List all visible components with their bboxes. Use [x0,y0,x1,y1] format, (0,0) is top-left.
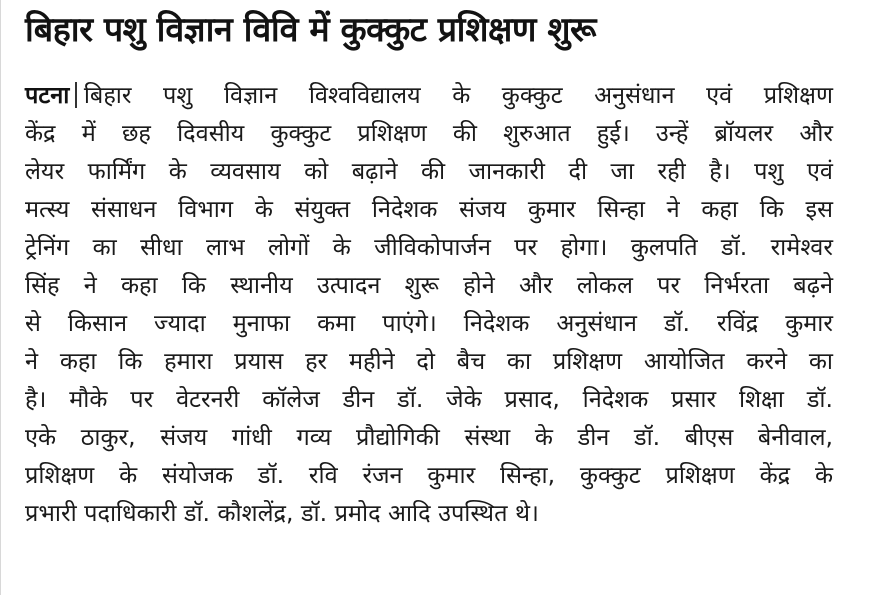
dateline: पटना [25,81,70,109]
article-line: एके ठाकुर, संजय गांधी गव्य प्रौद्योगिकी संस्था के डीन डॉ. बीएस बेनीवाल, [25,423,833,451]
article-line: केंद्र में छह दिवसीय कुक्कुट प्रशिक्षण की शुरुआत हुई। उन्हें ब्रॉयलर और [25,119,833,147]
article-body [25,76,833,532]
article-line: प्रभारी पदाधिकारी डॉ. कौशलेंद्र, डॉ. प्रमोद आदि उपस्थित थे। [25,499,539,527]
article-line: प्रशिक्षण के संयोजक डॉ. रवि रंजन कुमार सिन्हा, कुक्कुट प्रशिक्षण केंद्र के [25,461,833,489]
article-line: लेयर फार्मिंग के व्यवसाय को बढ़ाने की जानकारी दी जा रही है। पशु एवं [25,157,833,185]
article-line: मत्स्य संसाधन विभाग के संयुक्त निदेशक संजय कुमार सिन्हा ने कहा कि इस [25,195,833,223]
article-line: ट्रेनिंग का सीधा लाभ लोगों के जीविकोपार्जन पर होगा। कुलपति डॉ. रामेश्वर [25,233,833,261]
article-line: है। मौके पर वेटरनरी कॉलेज डीन डॉ. जेके प्रसाद, निदेशक प्रसार शिक्षा डॉ. [25,385,833,413]
article-line: सिंह ने कहा कि स्थानीय उत्पादन शुरू होने और लोकल पर निर्भरता बढ़ने [25,271,833,299]
article-line [25,76,833,114]
headline: बिहार पशु विज्ञान विवि में कुक्कुट प्रशिक्षण शुरू [25,10,596,50]
article-line-text: बिहार पशु विज्ञान विश्वविद्यालय के कुक्कुट अनुसंधान एवं प्रशिक्षण [83,81,833,109]
article-line: ने कहा कि हमारा प्रयास हर महीने दो बैच का प्रशिक्षण आयोजित करने का [25,347,833,375]
article-line: से किसान ज्यादा मुनाफा कमा पाएंगे। निदेशक अनुसंधान डॉ. रविंद्र कुमार [25,309,833,337]
dateline-separator [75,82,77,108]
